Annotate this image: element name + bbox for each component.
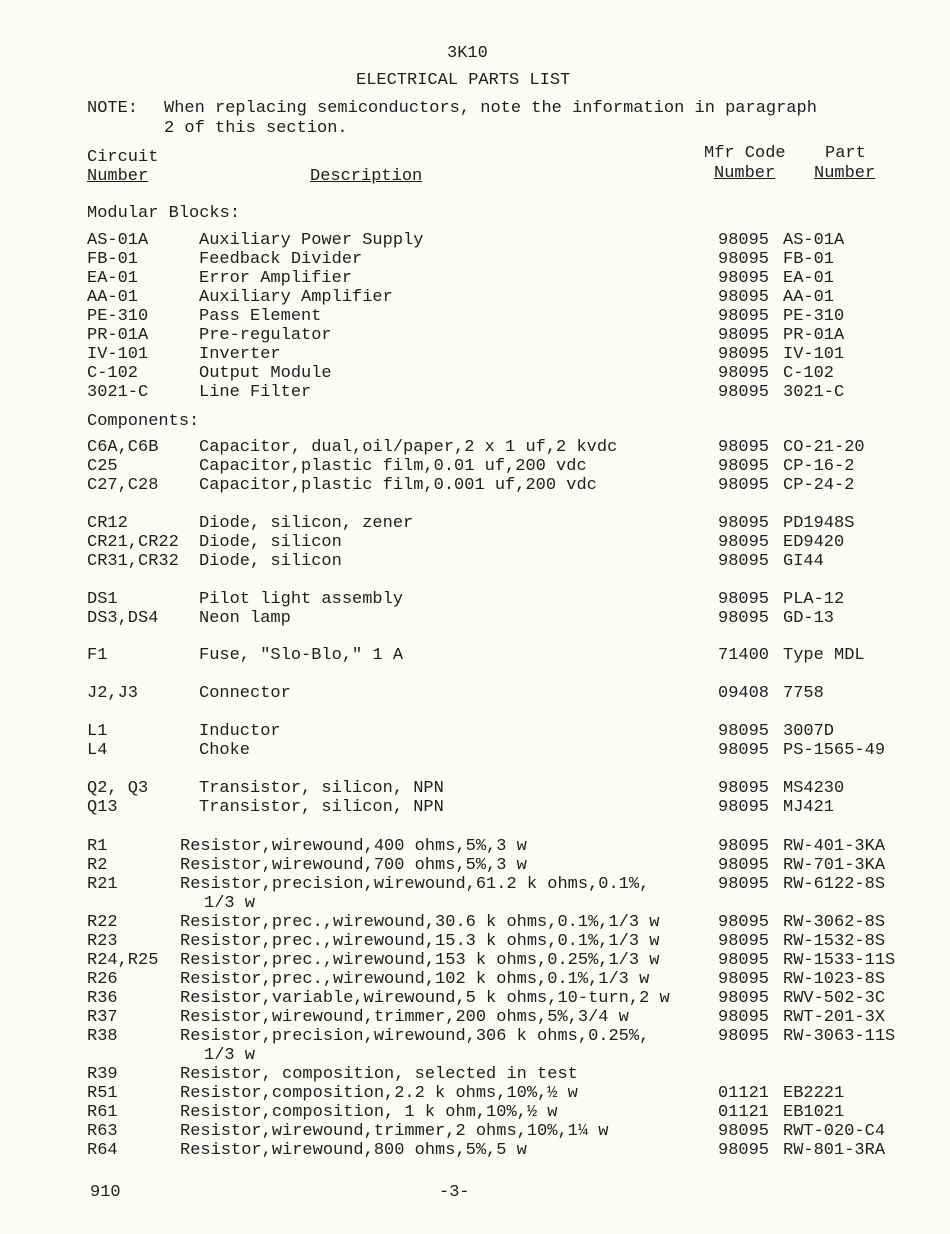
description: Diode, silicon, zener (199, 514, 414, 533)
parts-row (0, 913, 950, 932)
description: Inductor (199, 722, 281, 741)
part-number: 3021-C (783, 383, 845, 402)
col-mfr-code: Mfr Code (704, 144, 786, 163)
circuit-number: R51 (87, 1084, 118, 1103)
description: Resistor,precision,wirewound,61.2 k ohms,0.1%, (180, 875, 650, 894)
parts-row (0, 438, 950, 457)
mfr-code: 98095 (718, 288, 770, 307)
mfr-code: 98095 (718, 1008, 770, 1027)
parts-row (0, 741, 950, 760)
model-number: 3K10 (447, 44, 488, 63)
parts-row (0, 345, 950, 364)
description: Feedback Divider (199, 250, 363, 269)
parts-row (0, 798, 950, 817)
description: Diode, silicon (199, 533, 342, 552)
description: Resistor,composition, 1 k ohm,10%,½ w (180, 1103, 558, 1122)
circuit-number: R2 (87, 856, 108, 875)
note-line-2: 2 of this section. (164, 119, 348, 138)
mfr-code: 98095 (718, 307, 770, 326)
circuit-number: R1 (87, 837, 108, 856)
mfr-code: 98095 (718, 1122, 770, 1141)
part-number: RW-1532-8S (783, 932, 886, 951)
parts-row (0, 269, 950, 288)
circuit-number: AA-01 (87, 288, 139, 307)
part-number: PR-01A (783, 326, 845, 345)
parts-row-continuation (0, 1046, 950, 1065)
description: Pilot light assembly (199, 590, 404, 609)
mfr-code: 98095 (718, 269, 770, 288)
mfr-code: 98095 (718, 590, 770, 609)
mfr-code: 98095 (718, 345, 770, 364)
parts-row (0, 1122, 950, 1141)
circuit-number: R22 (87, 913, 118, 932)
parts-row (0, 856, 950, 875)
mfr-code: 98095 (718, 875, 770, 894)
mfr-code: 98095 (718, 231, 770, 250)
part-number: GI44 (783, 552, 824, 571)
description: Transistor, silicon, NPN (199, 798, 444, 817)
description: Transistor, silicon, NPN (199, 779, 444, 798)
part-number: RW-1533-11S (783, 951, 896, 970)
part-number: Type MDL (783, 646, 865, 665)
mfr-code: 98095 (718, 837, 770, 856)
parts-row (0, 989, 950, 1008)
parts-row (0, 590, 950, 609)
parts-row (0, 722, 950, 741)
mfr-code: 98095 (718, 856, 770, 875)
description: Resistor,composition,2.2 k ohms,10%,½ w (180, 1084, 578, 1103)
parts-row (0, 288, 950, 307)
part-number: EB2221 (783, 1084, 845, 1103)
part-number: MS4230 (783, 779, 845, 798)
page-number: -3- (439, 1183, 470, 1202)
mfr-code: 98095 (718, 457, 770, 476)
description: Resistor, composition, selected in test (180, 1065, 578, 1084)
circuit-number: R23 (87, 932, 118, 951)
description: Neon lamp (199, 609, 291, 628)
parts-row (0, 1084, 950, 1103)
mfr-code: 98095 (718, 383, 770, 402)
col-part-number: Number (814, 164, 876, 183)
parts-row (0, 231, 950, 250)
circuit-number: L1 (87, 722, 108, 741)
mfr-code: 71400 (718, 646, 770, 665)
parts-row (0, 476, 950, 495)
description: Pre-regulator (199, 326, 332, 345)
part-number: PLA-12 (783, 590, 845, 609)
part-number: RW-1023-8S (783, 970, 886, 989)
part-number: AA-01 (783, 288, 835, 307)
circuit-number: R64 (87, 1141, 118, 1160)
part-number: CP-24-2 (783, 476, 855, 495)
description: Error Amplifier (199, 269, 353, 288)
note-label: NOTE: (87, 99, 139, 118)
mfr-code: 98095 (718, 932, 770, 951)
part-number: RW-401-3KA (783, 837, 886, 856)
part-number: 7758 (783, 684, 824, 703)
description: Resistor,wirewound,400 ohms,5%,3 w (180, 837, 527, 856)
mfr-code: 98095 (718, 970, 770, 989)
description: Output Module (199, 364, 332, 383)
mfr-code: 98095 (718, 722, 770, 741)
mfr-code: 98095 (718, 364, 770, 383)
parts-row (0, 552, 950, 571)
parts-row (0, 684, 950, 703)
part-number: PE-310 (783, 307, 845, 326)
mfr-code: 98095 (718, 1141, 770, 1160)
description: Capacitor,plastic film,0.01 uf,200 vdc (199, 457, 587, 476)
description: Resistor,prec.,wirewound,102 k ohms,0.1%,1/3 w (180, 970, 650, 989)
description-continuation: 1/3 w (204, 894, 256, 913)
parts-row (0, 779, 950, 798)
description: Resistor,variable,wirewound,5 k ohms,10-turn,2 w (180, 989, 670, 1008)
circuit-number: DS1 (87, 590, 118, 609)
parts-row (0, 307, 950, 326)
circuit-number: R24,R25 (87, 951, 159, 970)
mfr-code: 01121 (718, 1084, 770, 1103)
part-number: RW-3062-8S (783, 913, 886, 932)
description: Capacitor,plastic film,0.001 uf,200 vdc (199, 476, 597, 495)
circuit-number: C6A,C6B (87, 438, 159, 457)
parts-row (0, 875, 950, 894)
mfr-code: 98095 (718, 326, 770, 345)
col-circuit-number: Number (87, 167, 149, 186)
parts-row-continuation (0, 894, 950, 913)
description: Choke (199, 741, 251, 760)
description: Fuse, "Slo-Blo," 1 A (199, 646, 404, 665)
mfr-code: 98095 (718, 913, 770, 932)
description: Capacitor, dual,oil/paper,2 x 1 uf,2 kvdc (199, 438, 618, 457)
col-circuit: Circuit (87, 148, 159, 167)
circuit-number: R61 (87, 1103, 118, 1122)
parts-row (0, 1008, 950, 1027)
description: Diode, silicon (199, 552, 342, 571)
circuit-number: R21 (87, 875, 118, 894)
parts-row (0, 514, 950, 533)
description: Inverter (199, 345, 281, 364)
description: Resistor,prec.,wirewound,153 k ohms,0.25%,1/3 w (180, 951, 660, 970)
mfr-code: 98095 (718, 552, 770, 571)
circuit-number: C-102 (87, 364, 139, 383)
description: Line Filter (199, 383, 312, 402)
parts-row (0, 326, 950, 345)
note-line-1: When replacing semiconductors, note the information in paragraph (164, 99, 817, 118)
description: Auxiliary Power Supply (199, 231, 424, 250)
circuit-number: IV-101 (87, 345, 149, 364)
part-number: IV-101 (783, 345, 845, 364)
description: Resistor,prec.,wirewound,15.3 k ohms,0.1%,1/3 w (180, 932, 660, 951)
parts-row (0, 932, 950, 951)
circuit-number: PR-01A (87, 326, 149, 345)
parts-row (0, 1027, 950, 1046)
circuit-number: EA-01 (87, 269, 139, 288)
part-number: RWV-502-3C (783, 989, 886, 1008)
part-number: C-102 (783, 364, 835, 383)
part-number: RW-3063-11S (783, 1027, 896, 1046)
part-number: PD1948S (783, 514, 855, 533)
parts-row (0, 970, 950, 989)
circuit-number: R37 (87, 1008, 118, 1027)
mfr-code: 98095 (718, 741, 770, 760)
section-components: Components: (87, 412, 200, 431)
circuit-number: FB-01 (87, 250, 139, 269)
circuit-number: R39 (87, 1065, 118, 1084)
circuit-number: 3021-C (87, 383, 149, 402)
mfr-code: 09408 (718, 684, 770, 703)
circuit-number: F1 (87, 646, 108, 665)
mfr-code: 98095 (718, 951, 770, 970)
description: Connector (199, 684, 291, 703)
description: Resistor,wirewound,trimmer,200 ohms,5%,3/4 w (180, 1008, 629, 1027)
description: Resistor,wirewound,700 ohms,5%,3 w (180, 856, 527, 875)
part-number: AS-01A (783, 231, 845, 250)
circuit-number: R26 (87, 970, 118, 989)
description: Pass Element (199, 307, 322, 326)
part-number: FB-01 (783, 250, 835, 269)
mfr-code: 98095 (718, 533, 770, 552)
part-number: RW-701-3KA (783, 856, 886, 875)
parts-row (0, 364, 950, 383)
part-number: RWT-201-3X (783, 1008, 886, 1027)
part-number: MJ421 (783, 798, 835, 817)
circuit-number: PE-310 (87, 307, 149, 326)
description: Resistor,wirewound,trimmer,2 ohms,10%,1¼ w (180, 1122, 609, 1141)
part-number: 3007D (783, 722, 835, 741)
part-number: EA-01 (783, 269, 835, 288)
description: Resistor,prec.,wirewound,30.6 k ohms,0.1%,1/3 w (180, 913, 660, 932)
parts-row (0, 609, 950, 628)
circuit-number: L4 (87, 741, 108, 760)
mfr-code: 98095 (718, 609, 770, 628)
circuit-number: Q13 (87, 798, 118, 817)
mfr-code: 98095 (718, 250, 770, 269)
parts-row (0, 1141, 950, 1160)
circuit-number: C27,C28 (87, 476, 159, 495)
parts-row (0, 646, 950, 665)
circuit-number: DS3,DS4 (87, 609, 159, 628)
footer-code: 910 (90, 1183, 121, 1202)
part-number: EB1021 (783, 1103, 845, 1122)
description: Resistor,precision,wirewound,306 k ohms,0.25%, (180, 1027, 650, 1046)
circuit-number: AS-01A (87, 231, 149, 250)
col-part: Part (825, 144, 866, 163)
circuit-number: R38 (87, 1027, 118, 1046)
col-description: Description (310, 167, 423, 186)
mfr-code: 01121 (718, 1103, 770, 1122)
parts-row (0, 1103, 950, 1122)
part-number: RW-801-3RA (783, 1141, 886, 1160)
mfr-code: 98095 (718, 514, 770, 533)
page-title: ELECTRICAL PARTS LIST (356, 71, 571, 90)
part-number: RWT-020-C4 (783, 1122, 886, 1141)
part-number: GD-13 (783, 609, 835, 628)
circuit-number: CR12 (87, 514, 128, 533)
section-modular-blocks: Modular Blocks: (87, 204, 241, 223)
parts-row (0, 951, 950, 970)
part-number: ED9420 (783, 533, 845, 552)
description: Auxiliary Amplifier (199, 288, 393, 307)
part-number: CP-16-2 (783, 457, 855, 476)
circuit-number: R36 (87, 989, 118, 1008)
part-number: CO-21-20 (783, 438, 865, 457)
part-number: PS-1565-49 (783, 741, 886, 760)
parts-row (0, 383, 950, 402)
circuit-number: J2,J3 (87, 684, 139, 703)
parts-row (0, 250, 950, 269)
description: Resistor,wirewound,800 ohms,5%,5 w (180, 1141, 527, 1160)
mfr-code: 98095 (718, 476, 770, 495)
parts-row (0, 457, 950, 476)
mfr-code: 98095 (718, 779, 770, 798)
mfr-code: 98095 (718, 798, 770, 817)
circuit-number: CR31,CR32 (87, 552, 179, 571)
parts-row (0, 533, 950, 552)
mfr-code: 98095 (718, 1027, 770, 1046)
parts-row (0, 837, 950, 856)
description-continuation: 1/3 w (204, 1046, 256, 1065)
mfr-code: 98095 (718, 438, 770, 457)
parts-row (0, 1065, 950, 1084)
mfr-code: 98095 (718, 989, 770, 1008)
circuit-number: R63 (87, 1122, 118, 1141)
part-number: RW-6122-8S (783, 875, 886, 894)
col-mfr-number: Number (714, 164, 776, 183)
circuit-number: Q2, Q3 (87, 779, 149, 798)
circuit-number: CR21,CR22 (87, 533, 179, 552)
circuit-number: C25 (87, 457, 118, 476)
